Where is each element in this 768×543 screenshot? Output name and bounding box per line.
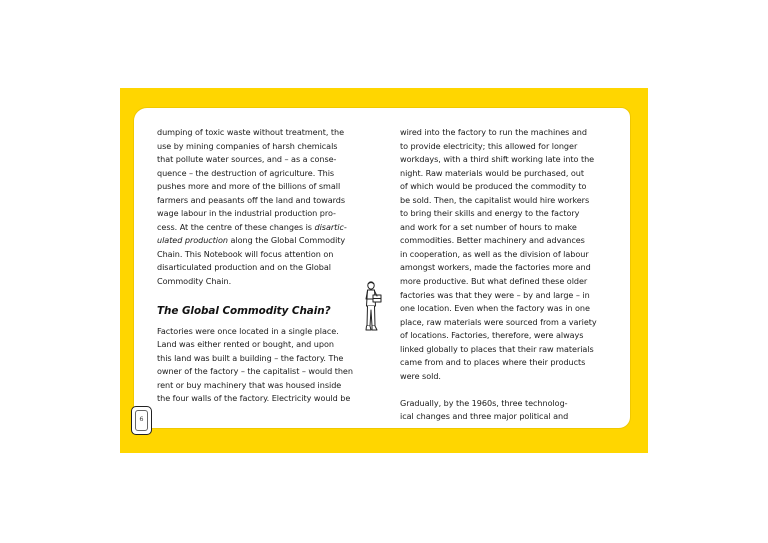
text-line: in cooperation, as well as the division of labour: [400, 248, 589, 259]
text-line: Factories were once located in a single place.: [157, 325, 339, 336]
text-line: Gradually, by the 1960s, three technolog-: [400, 397, 568, 408]
text-segment: cess. At the centre of these changes is: [157, 221, 315, 232]
text-line: more productive. But what defined these older: [400, 276, 588, 287]
text-line: disarticulated production and on the Global: [157, 262, 331, 273]
text-line: were sold.: [400, 370, 441, 381]
text-line: and work for a set number of hours to make: [400, 221, 577, 232]
text-line: of locations. Factories, therefore, were always: [400, 330, 584, 341]
text-line: quence – the destruction of agriculture. This: [157, 167, 335, 178]
text-line: night. Raw materials would be purchased, out: [400, 167, 584, 178]
text-line: factories was that they were – by and large – in: [400, 289, 590, 300]
text-line: linked globally to places that their raw materials: [400, 343, 594, 354]
text-line: one location. Even when the factory was in one: [400, 303, 590, 314]
text-line: commodities. Better machinery and advances: [400, 235, 585, 246]
worker-carrying-box-icon: [361, 280, 383, 340]
text-line: rent or buy machinery that was housed inside: [157, 379, 342, 390]
text-line: owner of the factory – the capitalist – would then: [157, 366, 353, 377]
text-line: [157, 234, 372, 248]
right-column: [400, 126, 615, 424]
text-line: to provide electricity; this allowed for longer: [400, 140, 578, 151]
text-line: place, raw materials were sourced from a variety: [400, 316, 597, 327]
emphasis-text: ulated production: [157, 235, 228, 246]
text-line: wired into the factory to run the machines and: [400, 127, 587, 137]
text-line: [157, 221, 372, 235]
text-line: to bring their skills and energy to the factory: [400, 208, 580, 219]
text-line: the four walls of the factory. Electricity would be: [157, 393, 351, 404]
text-segment: along the Global Commodity: [228, 235, 346, 246]
text-line: wage labour in the industrial production pro-: [157, 208, 336, 219]
text-line: came from and to places where their products: [400, 357, 586, 368]
page-number-tab: [131, 406, 152, 435]
emphasis-text: disartic-: [314, 221, 347, 232]
text-line: be sold. Then, the capitalist would hire workers: [400, 194, 590, 205]
left-column: [157, 126, 372, 406]
text-line: Commodity Chain.: [157, 276, 232, 287]
page-number: 6: [139, 415, 144, 423]
text-line: this land was built a building – the factory. The: [157, 352, 344, 363]
text-line: amongst workers, made the factories more and: [400, 262, 591, 273]
text-line: pushes more and more of the billions of small: [157, 181, 341, 192]
text-line: of which would be produced the commodity to: [400, 181, 587, 192]
text-line: Chain. This Notebook will focus attention on: [157, 248, 334, 259]
text-line: dumping of toxic waste without treatment, the: [157, 127, 344, 137]
text-line: ical changes and three major political and: [400, 411, 569, 422]
section-heading: The Global Commodity Chain?: [157, 304, 331, 317]
text-line: Land was either rented or bought, and upon: [157, 339, 334, 350]
text-line: that pollute water sources, and – as a conse-: [157, 154, 337, 165]
text-line: workdays, with a third shift working late into the: [400, 154, 595, 165]
text-line: use by mining companies of harsh chemicals: [157, 140, 338, 151]
text-line: farmers and peasants off the land and towards: [157, 194, 346, 205]
